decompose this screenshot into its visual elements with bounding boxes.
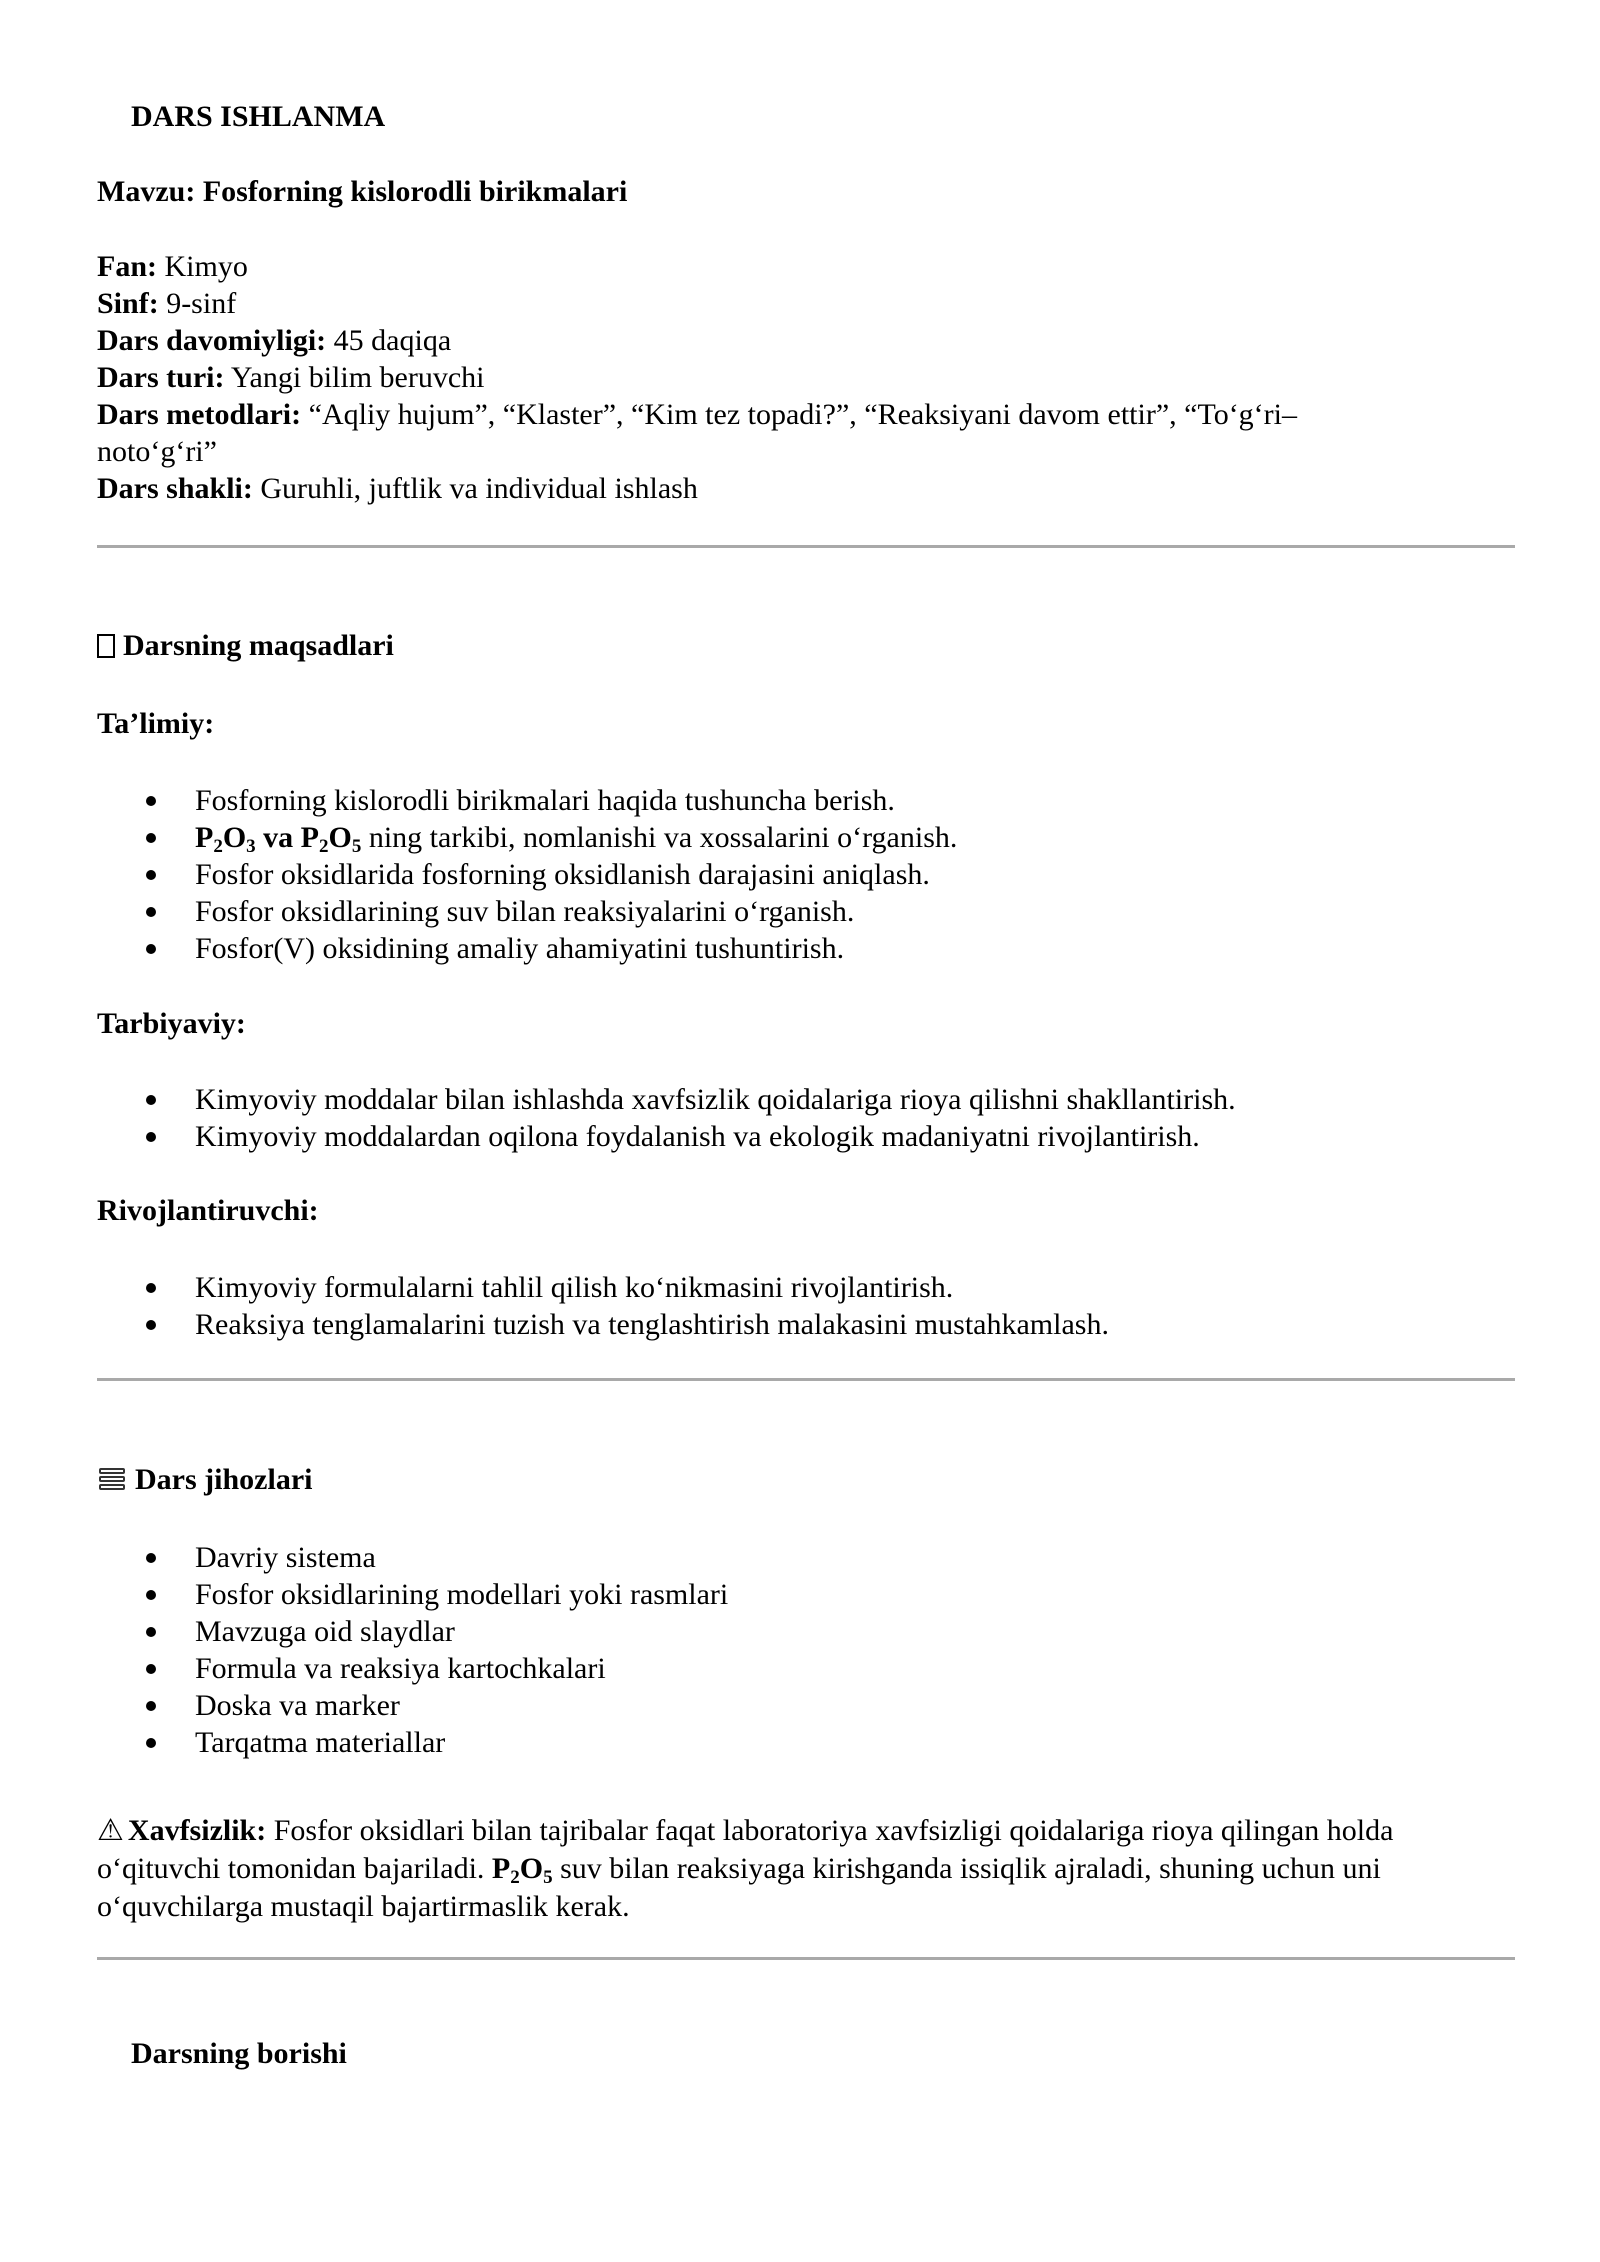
meta-methods: Dars metodlari: “Aqliy hujum”, “Klaster”, “Kim tez topadi?”, “Reaksiyani davom ettir”, “To‘g‘ri– [97, 398, 1297, 431]
bullet [146, 1590, 156, 1600]
bullet [146, 1553, 156, 1563]
meta-type: Dars turi: Yangi bilim beruvchi [97, 361, 485, 394]
safety-line-3: o‘quvchilarga mustaqil bajartirmaslik kerak. [97, 1890, 630, 1923]
safety-line-1: ⚠ Xavfsizlik: Fosfor oksidlari bilan tajribalar faqat laboratoriya xavfsizligi qoidalariga rioya qilingan holda [97, 1814, 1394, 1847]
warning-icon: ⚠ [97, 1814, 124, 1847]
divider [97, 1957, 1515, 1960]
meta-duration: Dars davomiyligi: 45 daqiqa [97, 324, 452, 357]
list-item: Formula va reaksiya kartochkalari [195, 1652, 606, 1685]
document-title: DARS ISHLANMA [131, 100, 386, 133]
rivojlantiruvchi-heading: Rivojlantiruvchi: [97, 1194, 319, 1227]
list-item: Kimyoviy moddalar bilan ishlashda xavfsizlik qoidalariga rioya qilishni shakllantirish. [195, 1083, 1236, 1116]
tarbiyaviy-heading: Tarbiyaviy: [97, 1007, 246, 1040]
process-heading: Darsning borishi [131, 2037, 347, 2070]
books-icon [97, 1466, 127, 1492]
bullet [146, 944, 156, 954]
goal-icon [97, 634, 115, 658]
topic-line: Mavzu: Fosforning kislorodli birikmalari [97, 175, 628, 208]
meta-form: Dars shakli: Guruhli, juftlik va individual ishlash [97, 472, 698, 505]
bullet [146, 1283, 156, 1293]
bullet [146, 1627, 156, 1637]
safety-line-2: o‘qituvchi tomonidan bajariladi. $P_2O_5$ suv bilan reaksiyaga kirishganda issiqlik ajraladi, shuning uchun uni [97, 1852, 1381, 1888]
list-item: Fosfor oksidlarida fosforning oksidlanish darajasini aniqlash. [195, 858, 930, 891]
list-item: Kimyoviy moddalardan oqilona foydalanish va ekologik madaniyatni rivojlantirish. [195, 1120, 1200, 1153]
list-item: Mavzuga oid slaydlar [195, 1615, 455, 1648]
bullet [146, 907, 156, 917]
bullet [146, 1701, 156, 1711]
list-item: Doska va marker [195, 1689, 400, 1722]
list-item: $P_2O_3$ va $P_2O_5$ ning tarkibi, nomlanishi va xossalarini o‘rganish. [195, 821, 958, 857]
divider [97, 545, 1515, 548]
list-item: Davriy sistema [195, 1541, 376, 1574]
talimiy-heading: Ta’limiy: [97, 707, 215, 740]
meta-subject: Fan: Kimyo [97, 250, 248, 283]
list-item: Fosfor oksidlarining suv bilan reaksiyalarini o‘rganish. [195, 895, 855, 928]
bullet [146, 833, 156, 843]
list-item: Fosfor(V) oksidining amaliy ahamiyatini tushuntirish. [195, 932, 845, 965]
equipment-heading: Dars jihozlari [97, 1461, 312, 1498]
bullet [146, 1095, 156, 1105]
goals-heading: Darsning maqsadlari [97, 627, 394, 664]
bullet [146, 1738, 156, 1748]
bullet [146, 1132, 156, 1142]
list-item: Tarqatma materiallar [195, 1726, 446, 1759]
bullet [146, 1664, 156, 1674]
bullet [146, 870, 156, 880]
bullet [146, 796, 156, 806]
list-item: Fosfor oksidlarining modellari yoki rasmlari [195, 1578, 729, 1611]
list-item: Reaksiya tenglamalarini tuzish va tenglashtirish malakasini mustahkamlash. [195, 1308, 1109, 1341]
bullet [146, 1320, 156, 1330]
divider [97, 1378, 1515, 1381]
meta-grade: Sinf: 9-sinf [97, 287, 237, 320]
list-item: Kimyoviy formulalarni tahlil qilish ko‘nikmasini rivojlantirish. [195, 1271, 954, 1304]
meta-methods-cont: noto‘g‘ri” [97, 435, 217, 468]
list-item: Fosforning kislorodli birikmalari haqida tushuncha berish. [195, 784, 895, 817]
